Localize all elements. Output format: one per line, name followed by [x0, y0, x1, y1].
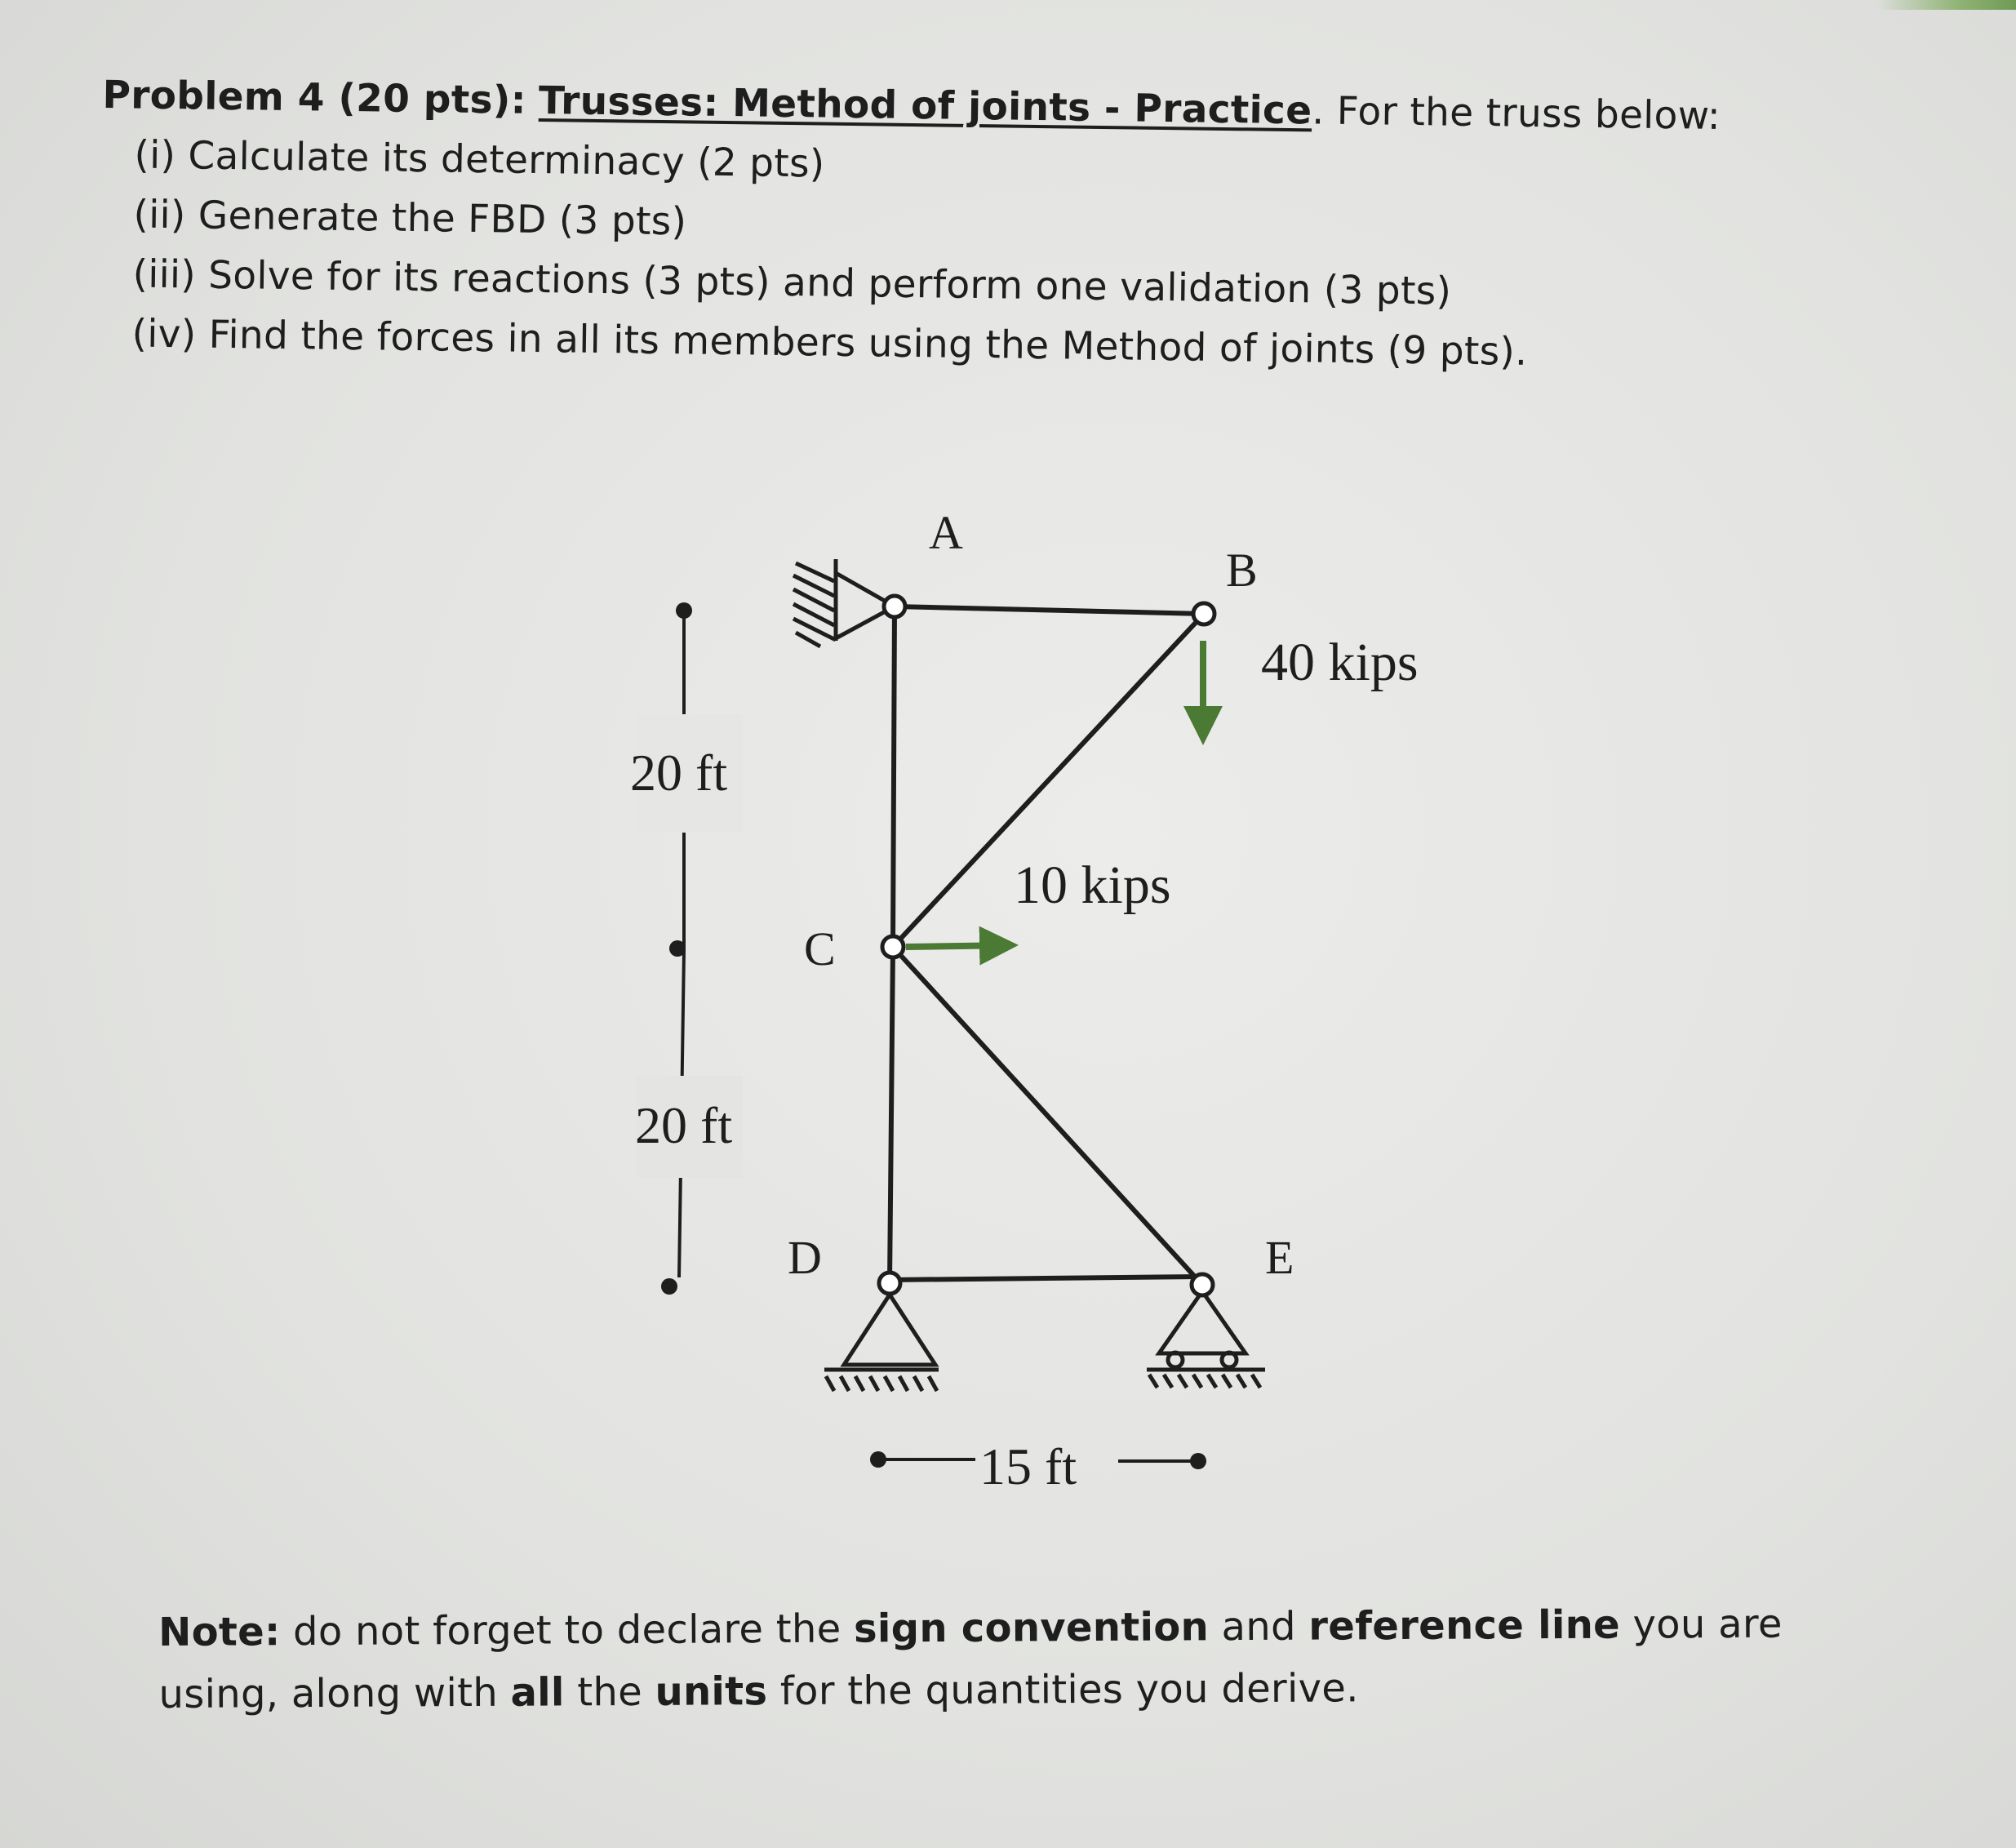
load-arrow-10-kips: [906, 945, 1012, 947]
joint-label-b: B: [1226, 544, 1258, 597]
member-ac: [893, 606, 895, 947]
joint-a: [884, 596, 905, 617]
dim-label-upper-height: 20 ft: [630, 744, 728, 802]
joint-e: [1192, 1274, 1213, 1295]
note-emphasis: reference line: [1308, 1601, 1621, 1650]
note-text: do not forget to declare the: [280, 1606, 855, 1655]
joint-label-e: E: [1265, 1231, 1294, 1284]
member-cd: [890, 947, 893, 1283]
note-emphasis: all: [510, 1669, 565, 1716]
task-item: (iv) Find the forces in all its members using the Method of joints (9 pts).: [131, 311, 1528, 375]
joint-b: [1193, 603, 1214, 624]
dimension-dot: [661, 1278, 677, 1295]
load-label-10-kips: 10 kips: [1014, 855, 1171, 915]
joint-d: [879, 1273, 900, 1294]
task-item: (ii) Generate the FBD (3 pts): [133, 192, 687, 245]
joint-c: [882, 936, 904, 957]
task-item: (iii) Solve for its reactions (3 pts) and perform one validation (3 pts): [132, 251, 1452, 314]
note-paragraph: [158, 1593, 1873, 1726]
problem-heading: Problem 4 (20 pts):: [102, 72, 527, 123]
member-ce: [893, 947, 1202, 1285]
dimension-dot: [1190, 1453, 1206, 1469]
problem-intro: . For the truss below:: [1311, 88, 1721, 139]
pin-support-d: [824, 1295, 939, 1391]
dimension-dot: [870, 1451, 886, 1468]
joint-label-a: A: [929, 506, 963, 559]
note-emphasis: sign convention: [853, 1604, 1210, 1652]
joint-label-d: D: [788, 1231, 822, 1284]
note-text: you are using, along with: [158, 1601, 1783, 1717]
joint-label-c: C: [804, 922, 836, 975]
note-label: Note:: [158, 1609, 281, 1655]
note-text: for the quantities you derive.: [767, 1665, 1359, 1715]
roller-support-e: [1147, 1291, 1265, 1388]
note-text: and: [1208, 1603, 1309, 1650]
dim-label-width: 15 ft: [979, 1437, 1077, 1495]
member-ab: [895, 606, 1204, 614]
dimension-dot: [676, 602, 692, 619]
wall-support-a: [793, 559, 836, 646]
note-text: the: [564, 1668, 655, 1716]
dimension-dot: [669, 940, 686, 957]
note-emphasis: units: [655, 1668, 768, 1715]
task-item: (i) Calculate its determinacy (2 pts): [134, 132, 825, 187]
dim-label-lower-height: 20 ft: [635, 1096, 733, 1154]
member-de: [890, 1277, 1202, 1280]
problem-topic: Trusses: Method of joints - Practice: [538, 78, 1312, 134]
load-label-40-kips: 40 kips: [1261, 633, 1419, 692]
